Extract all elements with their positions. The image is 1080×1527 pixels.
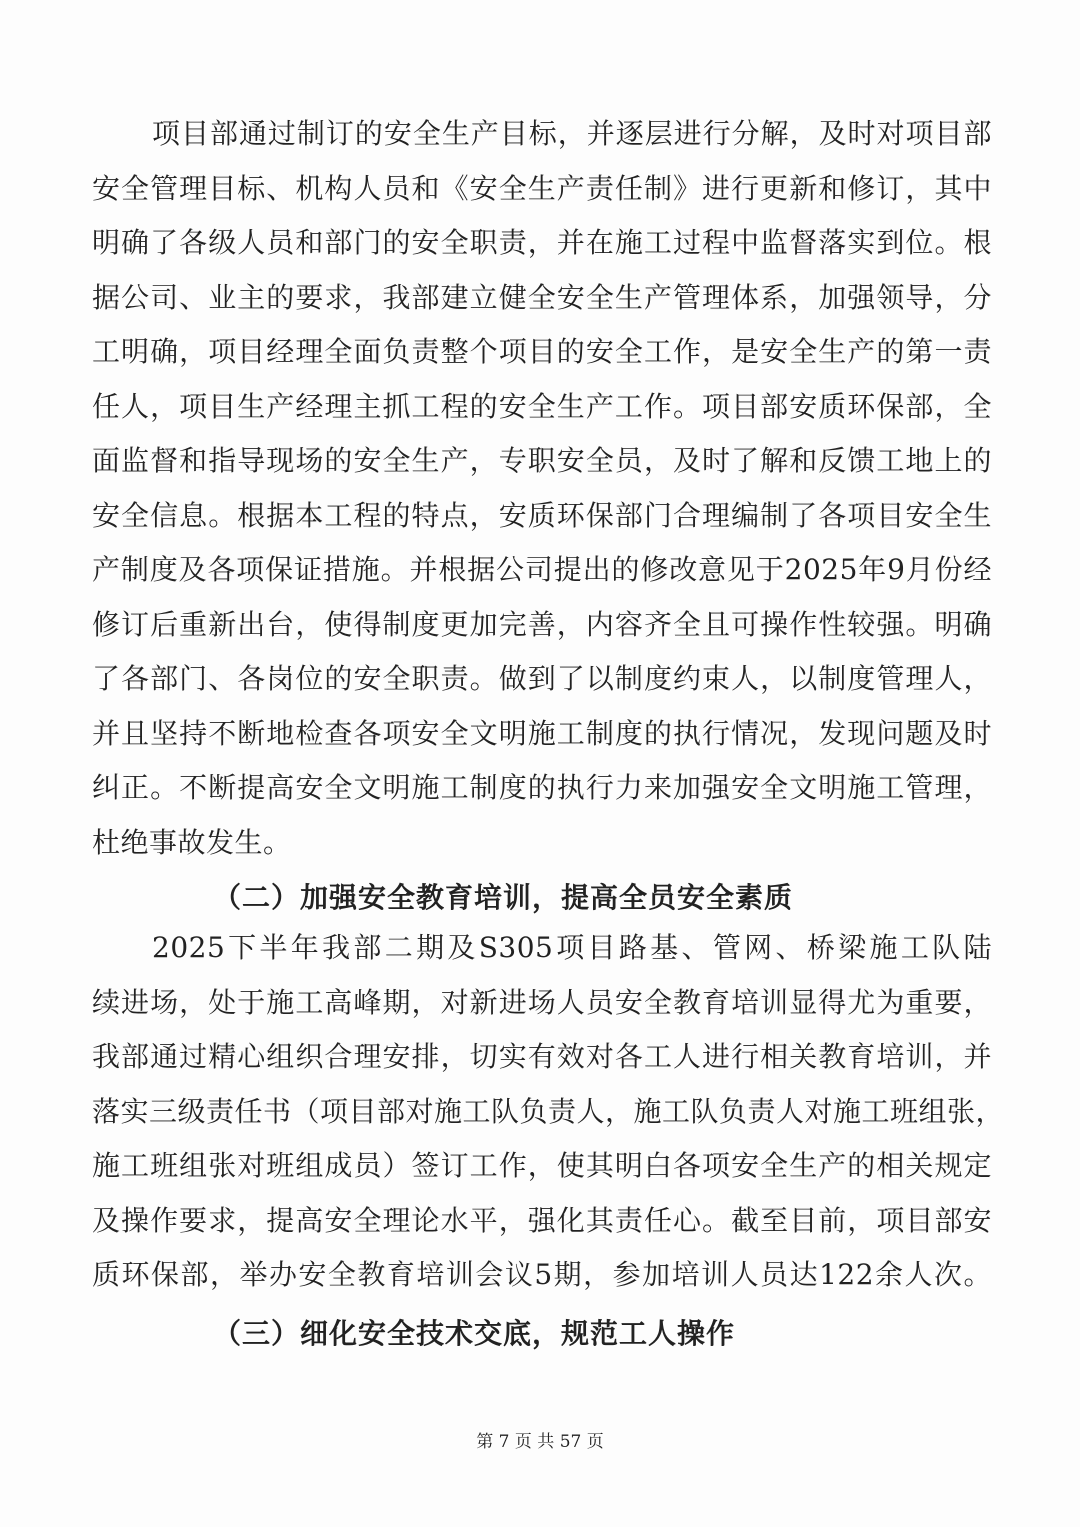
paragraph-line: 了各部门、各岗位的安全职责。做到了以制度约束人，以制度管理人， xyxy=(92,662,992,695)
paragraph-line: 并且坚持不断地检查各项安全文明施工制度的执行情况，发现问题及时 xyxy=(92,716,992,750)
paragraph-line: 2025下半年我部二期及S305项目路基、管网、桥梁施工队陆 xyxy=(152,931,992,964)
paragraph-line: 明确了各级人员和部门的安全职责，并在施工过程中监督落实到位。根 xyxy=(92,226,992,259)
paragraph-line: 纠正。不断提高安全文明施工制度的执行力来加强安全文明施工管理， xyxy=(92,771,992,804)
paragraph-line: 产制度及各项保证措施。并根据公司提出的修改意见于2025年9月份经 xyxy=(92,553,992,586)
paragraph-line: 质环保部，举办安全教育培训会议5期，参加培训人员达122余人次。 xyxy=(92,1258,992,1291)
paragraph-line: 修订后重新出台，使得制度更加完善，内容齐全且可操作性较强。明确 xyxy=(92,607,992,641)
section-3-heading: （三）细化安全技术交底，规范工人操作 xyxy=(213,1317,736,1350)
paragraph-line: 续进场，处于施工高峰期，对新进场人员安全教育培训显得尤为重要， xyxy=(92,985,992,1019)
paragraph-line: 工明确，项目经理全面负责整个项目的安全工作，是安全生产的第一责 xyxy=(92,335,992,368)
paragraph-line: 任人，项目生产经理主抓工程的安全生产工作。项目部安质环保部，全 xyxy=(92,389,992,423)
paragraph-line: 项目部通过制订的安全生产目标，并逐层进行分解，及时对项目部 xyxy=(152,117,992,150)
paragraph-line: 我部通过精心组织合理安排，切实有效对各工人进行相关教育培训，并 xyxy=(92,1040,992,1073)
paragraph-line: 落实三级责任书（项目部对施工队负责人，施工队负责人对施工班组张， xyxy=(92,1094,1005,1128)
paragraph-line: 施工班组张对班组成员）签订工作，使其明白各项安全生产的相关规定 xyxy=(92,1149,992,1182)
paragraph-line: 杜绝事故发生。 xyxy=(92,825,292,859)
section-2-body xyxy=(92,921,1005,1303)
paragraph-line: 及操作要求，提高安全理论水平，强化其责任心。截至目前，项目部安 xyxy=(92,1203,992,1237)
paragraph-line: 面监督和指导现场的安全生产，专职安全员，及时了解和反馈工地上的 xyxy=(92,444,992,477)
paragraph-line: 安全信息。根据本工程的特点，安质环保部门合理编制了各项目安全生 xyxy=(92,498,992,532)
section-1-body xyxy=(92,107,992,870)
paragraph-line: 据公司、业主的要求，我部建立健全安全生产管理体系，加强领导，分 xyxy=(92,280,992,314)
page-number-footer: 第 7 页 共 57 页 xyxy=(476,1432,604,1452)
section-2-heading: （二）加强安全教育培训，提高全员安全素质 xyxy=(213,881,794,914)
paragraph-line: 安全管理目标、机构人员和《安全生产责任制》进行更新和修订，其中 xyxy=(92,171,992,205)
